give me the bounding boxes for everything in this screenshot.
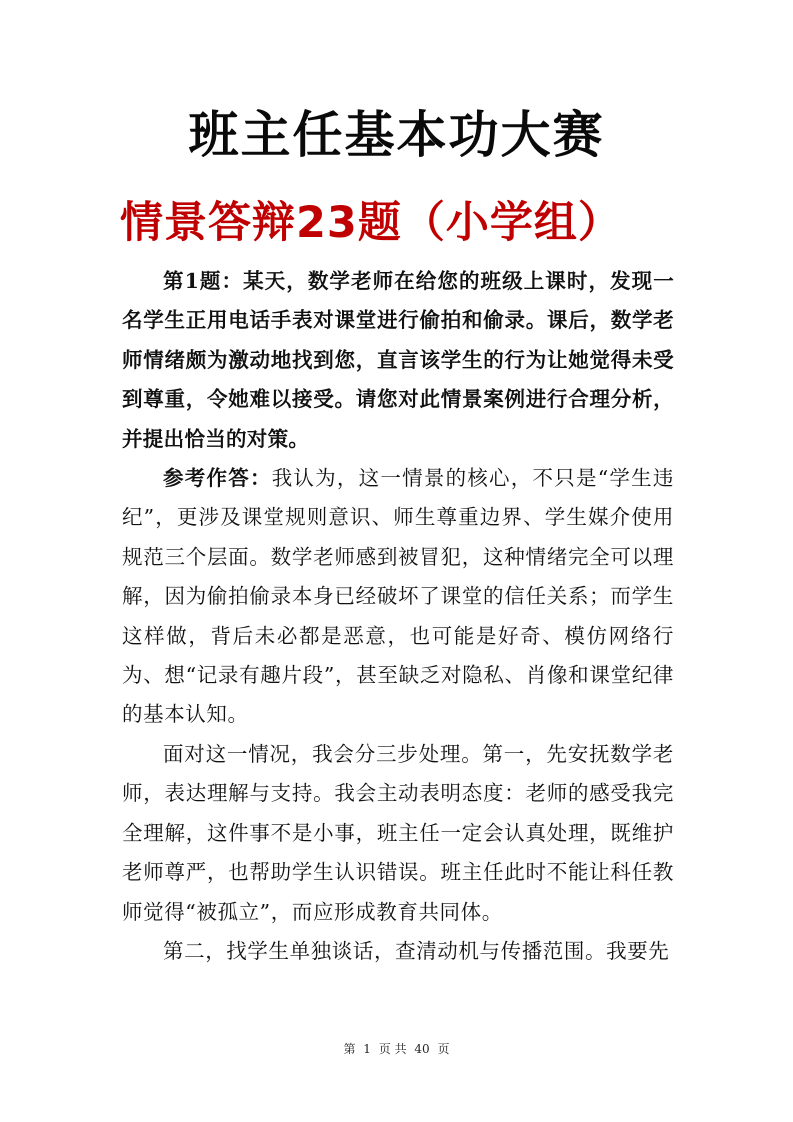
- footer-total-pages: 40: [414, 1042, 430, 1056]
- footer-page-number: 1: [363, 1042, 371, 1056]
- document-body: [122, 262, 674, 971]
- answer-paragraph-1: [122, 459, 674, 735]
- answer-paragraph-2: 面对这一情况，我会分三步处理。第一，先安抚数学老师，表达理解与支持。我会主动表明态度：老师的感受我完全理解，这件事不是小事，班主任一定会认真处理，既维护老师尊严，也帮助学生认识错误。班主任此时不能让科任教师觉得“被孤立”，而应形成教育共同体。: [122, 741, 674, 924]
- footer-suffix: 页: [437, 1042, 450, 1056]
- answer-paragraph-1-text: 我认为，这一情景的核心，不只是“学生违纪”，更涉及课堂规则意识、师生尊重边界、学生媒介使用规范三个层面。数学老师感到被冒犯，这种情绪完全可以理解，因为偷拍偷录本身已经破坏了课堂的信任关系；而学生这样做，背后未必都是恶意，也可能是好奇、模仿网络行为、想“记录有趣片段”，甚至缺乏对隐私、肖像和课堂纪律的基本认知。: [122, 466, 674, 727]
- answer-lead-label: 参考作答：: [163, 466, 272, 491]
- page-footer: [0, 1040, 793, 1057]
- answer-paragraph-3: 第二，找学生单独谈话，查清动机与传播范围。我要先: [163, 938, 670, 963]
- question-paragraph: 第1题：某天，数学老师在给您的班级上课时，发现一名学生正用电话手表对课堂进行偷拍和偷录。课后，数学老师情绪颇为激动地找到您，直言该学生的行为让她觉得未受到尊重，令她难以接受。请您对此情景案例进行合理分析，并提出恰当的对策。: [122, 269, 674, 451]
- footer-mid: 页 共: [378, 1042, 407, 1056]
- page-title: 班主任基本功大赛: [188, 105, 605, 164]
- page-subtitle: 情景答辩23题（小学组）: [120, 198, 622, 248]
- footer-prefix: 第: [343, 1042, 356, 1056]
